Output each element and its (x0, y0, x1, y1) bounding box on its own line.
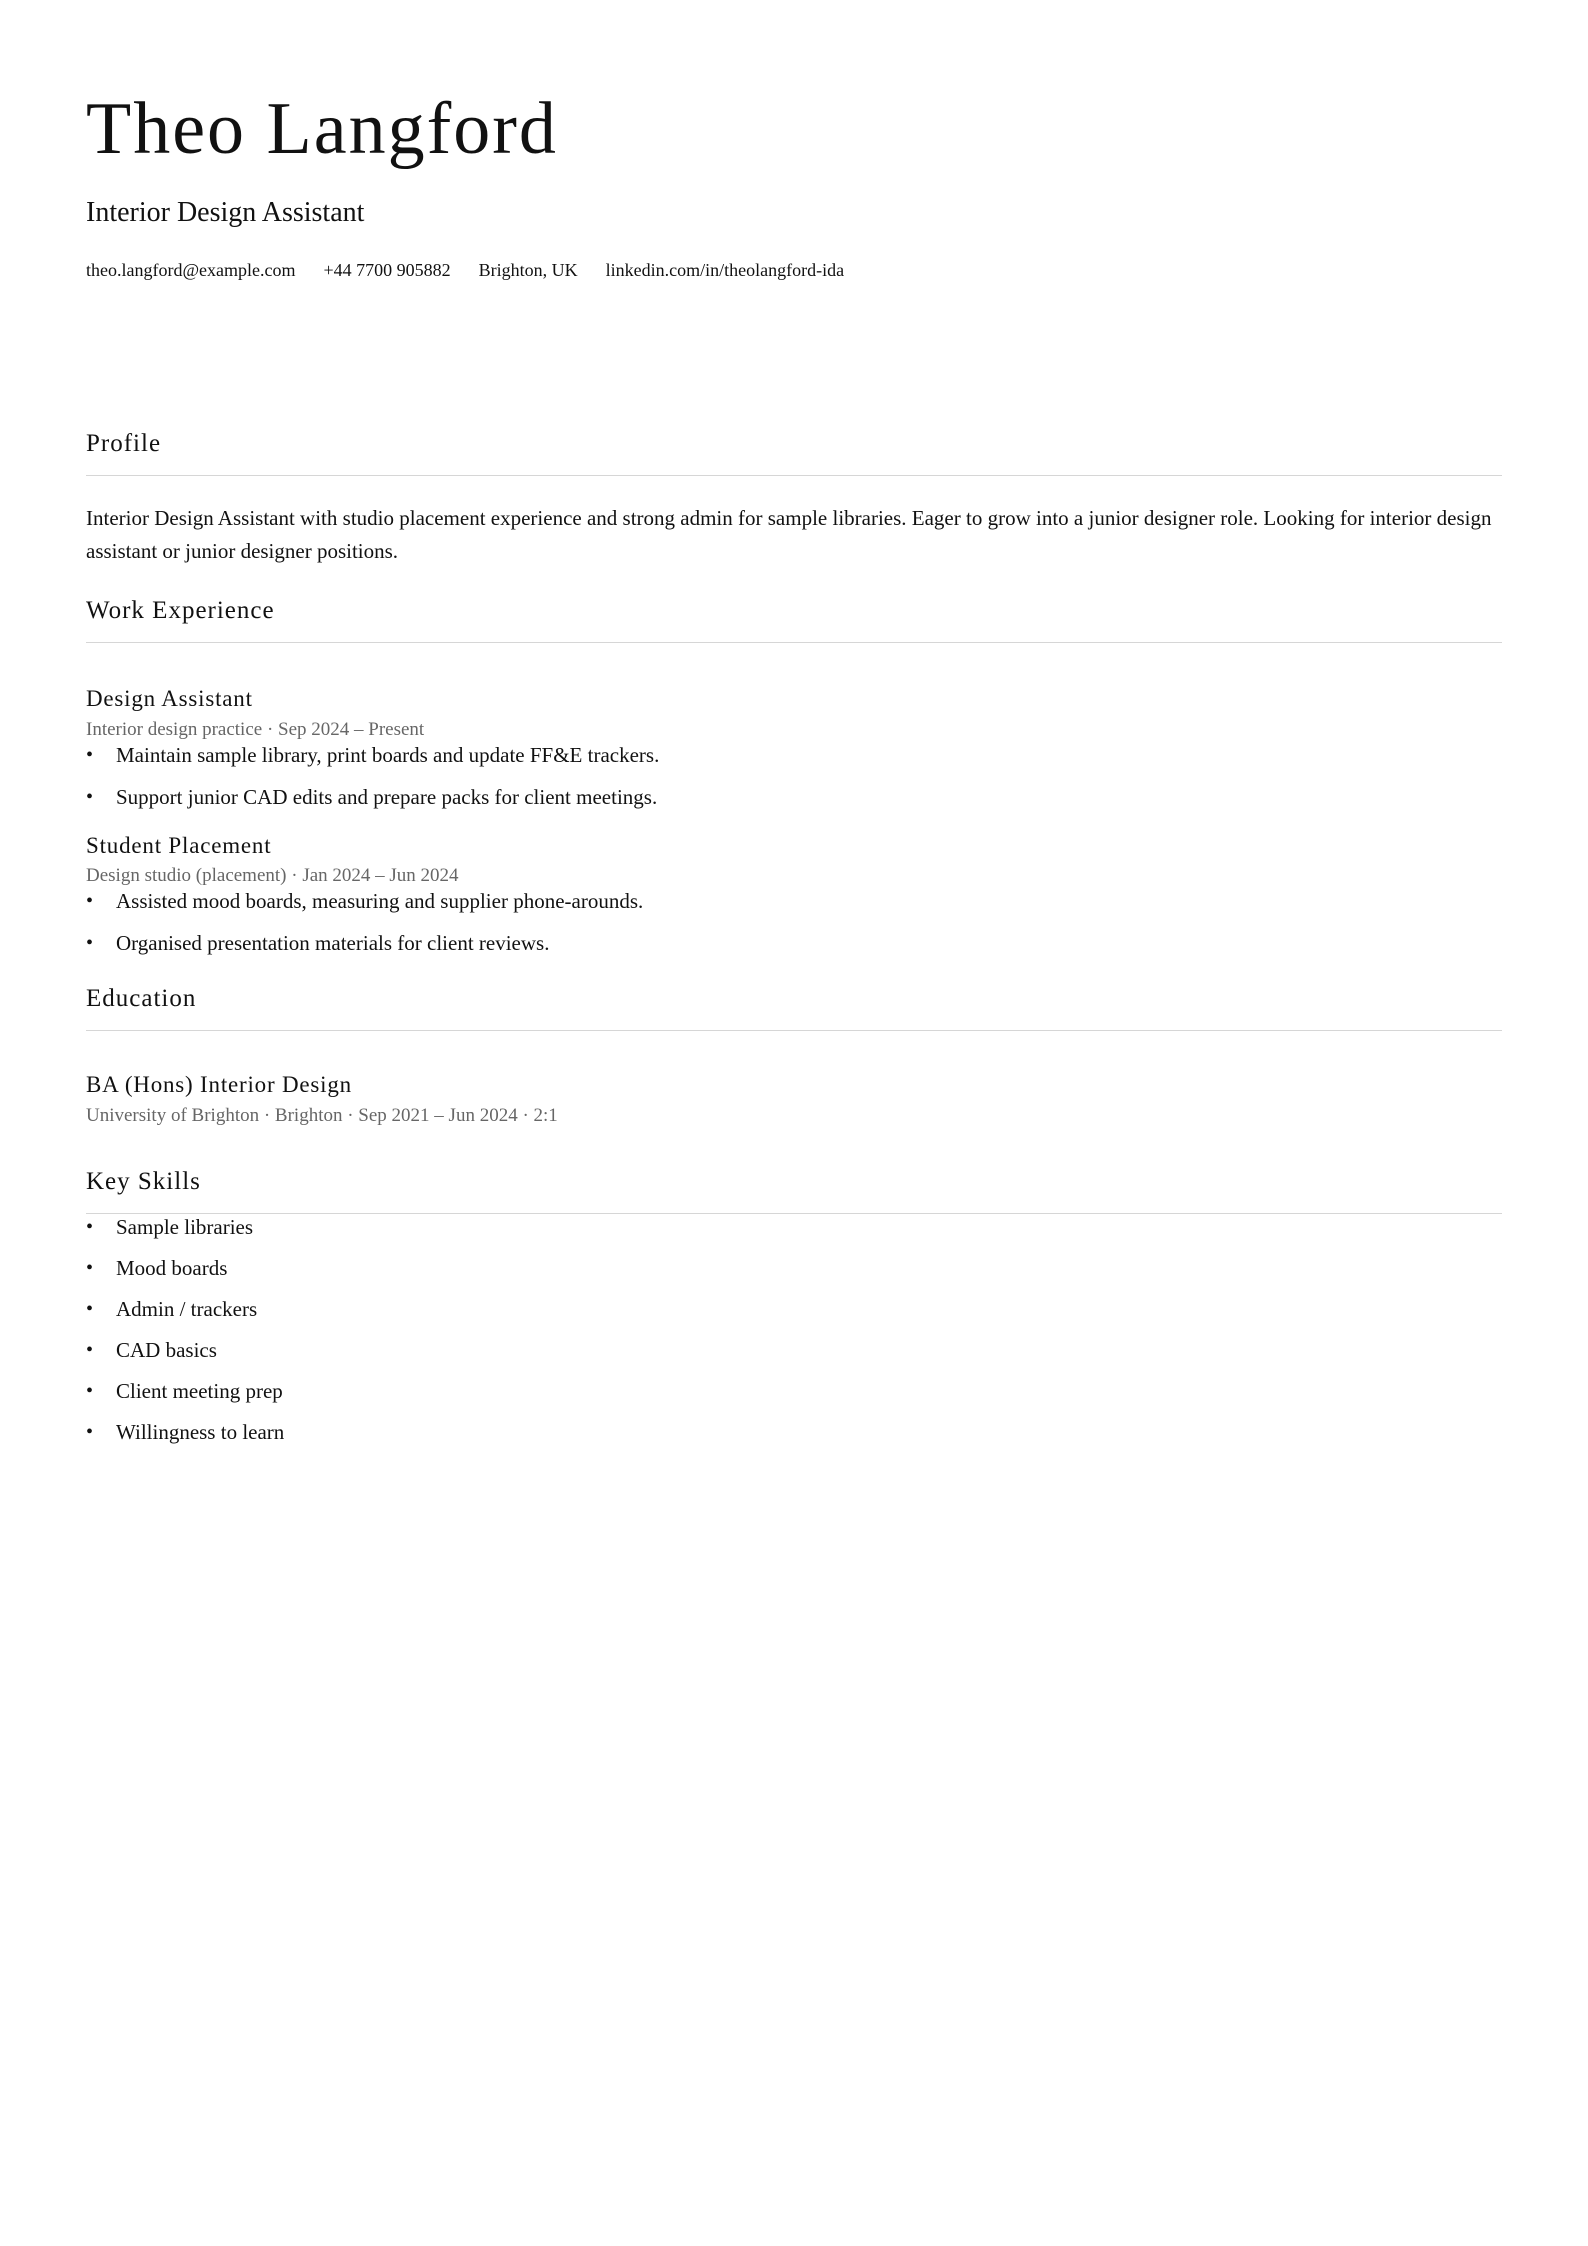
contact-phone: +44 7700 905882 (323, 259, 451, 280)
skill-item: • Willingness to learn (86, 1419, 1502, 1445)
section-title-education: Education (86, 984, 1502, 1031)
degree-title: BA (Hons) Interior Design (86, 1071, 352, 1097)
job-bullet: • Organised presentation materials for client reviews. (86, 930, 1502, 956)
job-title: Student Placement (86, 832, 272, 858)
work-experience-section (86, 596, 1502, 956)
section-title-key-skills: Key Skills (86, 1167, 1502, 1214)
job-bullets (86, 742, 1502, 810)
job-entry (86, 832, 1502, 956)
candidate-name: Theo Langford (86, 88, 558, 170)
skill-item: • Mood boards (86, 1255, 1502, 1281)
education-entry (86, 1071, 1502, 1127)
skill-item: • Sample libraries (86, 1214, 1502, 1240)
section-title-profile: Profile (86, 429, 1502, 476)
key-skills-section (86, 1167, 1502, 1445)
skill-item: • Admin / trackers (86, 1296, 1502, 1322)
profile-section (86, 429, 1502, 568)
degree-meta: University of Brighton · Brighton · Sep 2021 – Jun 2024 · 2:1 (86, 1104, 558, 1126)
profile-text: Interior Design Assistant with studio placement experience and strong admin for sample libraries. Eager to grow into a junior designer role. Looking for interior design assistant or junior designer positions. (86, 506, 1492, 564)
resume-header (86, 88, 1502, 281)
skill-item: • CAD basics (86, 1337, 1502, 1363)
job-entry (86, 685, 1502, 809)
job-bullet: • Support junior CAD edits and prepare packs for client meetings. (86, 784, 1502, 810)
contact-linkedin: linkedin.com/in/theolangford-ida (605, 259, 845, 280)
section-title-work-experience: Work Experience (86, 596, 1502, 643)
job-meta: Design studio (placement) · Jan 2024 – Jun 2024 (86, 865, 459, 887)
skills-list (86, 1214, 1502, 1445)
skill-item: • Client meeting prep (86, 1378, 1502, 1404)
job-title: Design Assistant (86, 686, 253, 712)
job-meta: Interior design practice · Sep 2024 – Present (86, 718, 425, 740)
job-bullet: • Maintain sample library, print boards and update FF&E trackers. (86, 742, 1502, 768)
contact-location: Brighton, UK (478, 259, 578, 280)
contact-email: theo.langford@example.com (86, 259, 296, 280)
job-bullets (86, 888, 1502, 956)
education-section (86, 984, 1502, 1127)
job-bullet: • Assisted mood boards, measuring and supplier phone-arounds. (86, 888, 1502, 914)
contact-line (86, 260, 1502, 282)
candidate-role: Interior Design Assistant (86, 197, 365, 228)
